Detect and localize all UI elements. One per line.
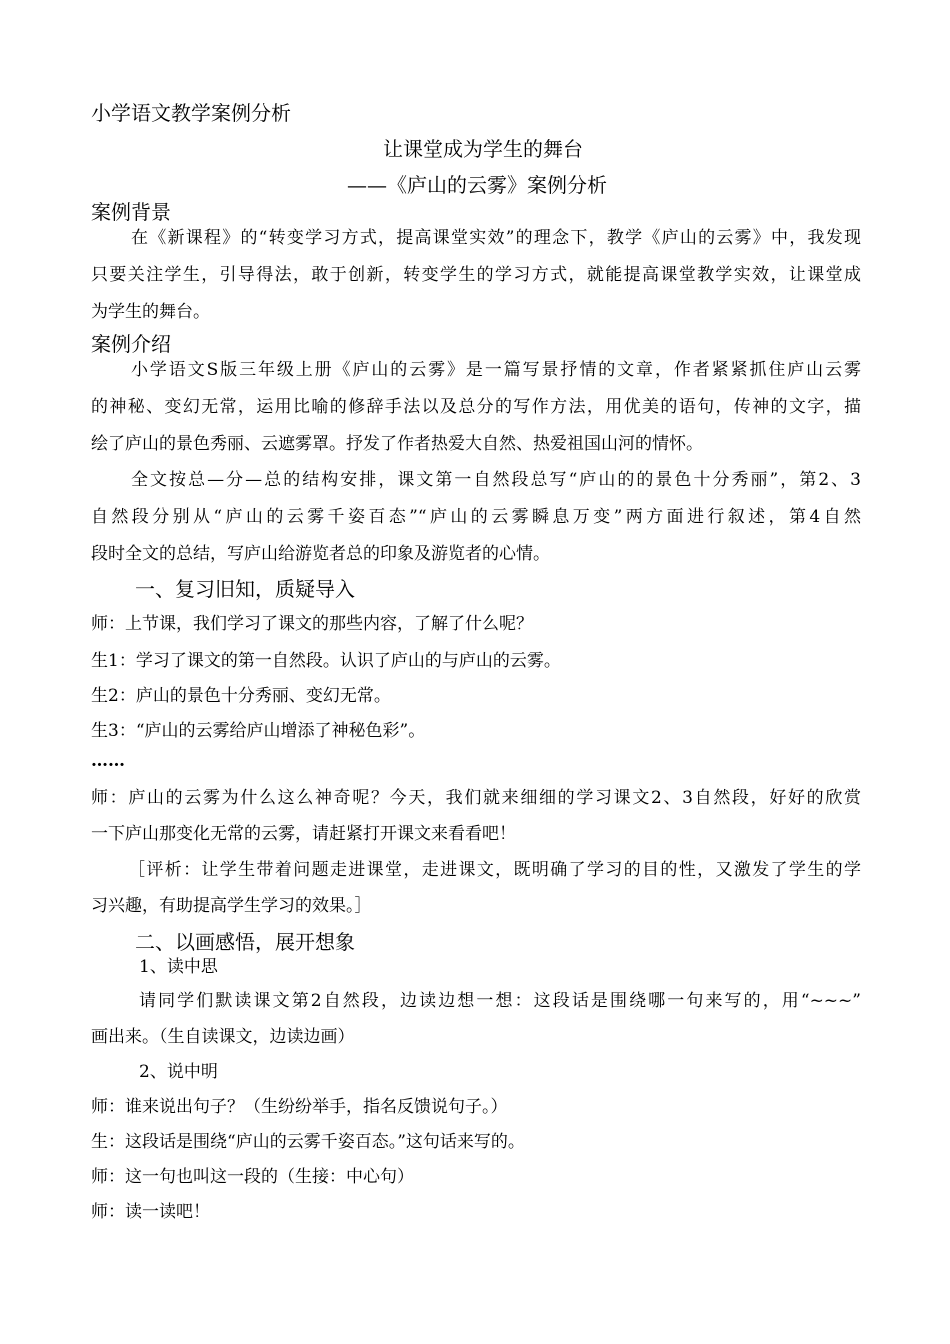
part1-dialogue-1: 师：上节课，我们学习了课文的那些内容，了解了什么呢？: [91, 614, 533, 634]
part2-heading: 二、以画感悟，展开想象: [135, 930, 355, 954]
part1-teacher-line-1: 师：庐山的云雾为什么这么神奇呢？今天，我们就来细细的学习课文2、3自然段，好好的欣赏: [91, 788, 861, 808]
part2-dialogue-1: 师：谁来说出句子？（生纷纷举手，指名反馈说句子。）: [91, 1097, 508, 1117]
part1-comment-line-1: ［评析：让学生带着问题走进课堂，走进课文，既明确了学习的目的性，又激发了学生的学: [128, 860, 861, 880]
part2-sub1-line-1: 请同学们默读课文第2自然段，边读边想一想：这段话是围绕哪一句来写的，用“~~~”: [139, 991, 861, 1011]
part1-dialogue-3: 生2：庐山的景色十分秀丽、变幻无常。: [91, 686, 391, 706]
part2-sub1-line-2: 画出来。（生自读课文，边读边画）: [91, 1027, 355, 1047]
intro-para2-line-2: 自然段分别从“庐山的云雾千姿百态”“庐山的云雾瞬息万变”两方面进行叙述，第4自然: [91, 507, 861, 527]
part1-ellipsis: ……: [91, 751, 125, 771]
background-line-2: 只要关注学生，引导得法，敢于创新，转变学生的学习方式，就能提高课堂教学实效，让课堂成: [91, 265, 861, 285]
section-heading-intro: 案例介绍: [91, 332, 171, 356]
background-line-3: 为学生的舞台。: [91, 302, 210, 322]
background-line-1: 在《新课程》的“转变学习方式，提高课堂实效”的理念下，教学《庐山的云雾》中，我发现: [131, 228, 861, 248]
part2-dialogue-4: 师：读一读吧！: [91, 1202, 210, 1222]
part1-teacher-line-2: 一下庐山那变化无常的云雾，请赶紧打开课文来看看吧！: [91, 824, 516, 844]
intro-para1-line-1: 小学语文S版三年级上册《庐山的云雾》是一篇写景抒情的文章，作者紧紧抓住庐山云雾: [131, 360, 861, 380]
part2-dialogue-2: 生：这段话是围绕“庐山的云雾千姿百态。”这句话来写的。: [91, 1132, 525, 1152]
part1-heading: 一、复习旧知，质疑导入: [135, 577, 355, 601]
part1-dialogue-4: 生3：“庐山的云雾给庐山增添了神秘色彩”。: [91, 721, 426, 741]
intro-para1-line-3: 绘了庐山的景色秀丽、云遮雾罩。抒发了作者热爱大自然、热爱祖国山河的情怀。: [91, 434, 703, 454]
intro-para1-line-2: 的神秘、变幻无常，运用比喻的修辞手法以及总分的写作方法，用优美的语句，传神的文字，描: [91, 397, 861, 417]
part2-sub2: 2、说中明: [139, 1062, 218, 1082]
intro-para2-line-3: 段时全文的总结，写庐山给游览者总的印象及游览者的心情。: [91, 544, 550, 564]
intro-para2-line-1: 全文按总—分—总的结构安排，课文第一自然段总写“庐山的的景色十分秀丽”，第2、3: [131, 470, 861, 490]
doc-label: 小学语文教学案例分析: [91, 101, 291, 125]
part2-dialogue-3: 师：这一句也叫这一段的（生接：中心句）: [91, 1167, 414, 1187]
part1-comment-line-2: 习兴趣，有助提高学生学习的效果。］: [91, 896, 372, 916]
part2-sub1: 1、读中思: [139, 957, 218, 977]
page-subtitle: ——《庐山的云雾》案例分析: [347, 173, 607, 197]
section-heading-background: 案例背景: [91, 200, 171, 224]
page-title: 让课堂成为学生的舞台: [383, 137, 583, 161]
part1-dialogue-2: 生1：学习了课文的第一自然段。认识了庐山的与庐山的云雾。: [91, 651, 561, 671]
